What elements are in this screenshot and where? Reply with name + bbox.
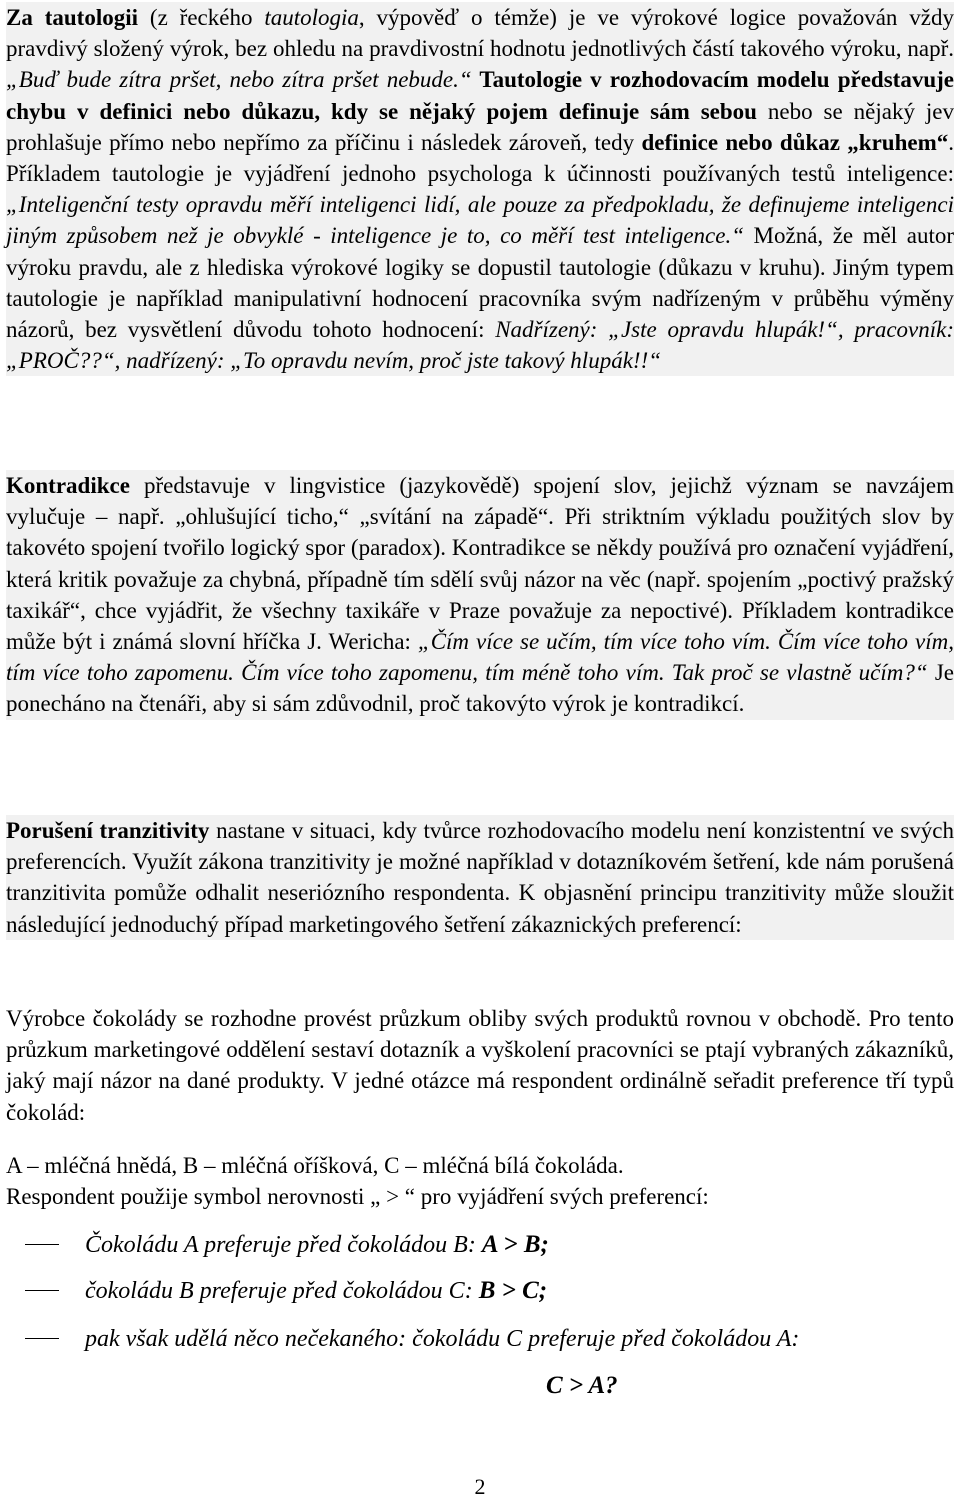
term-contradiction: Kontradikce — [6, 473, 130, 498]
symbol-line: Respondent použije symbol nerovnosti „ > “ pro vyjádření svých preferencí: — [6, 1184, 709, 1209]
bullet-text: Čokoládu A preferuje před čokoládou B: — [85, 1232, 482, 1258]
paragraph-chocolate-survey — [6, 1003, 954, 1128]
dash-bullet — [25, 1338, 59, 1339]
dash-bullet — [25, 1244, 59, 1245]
text: (z řeckého — [138, 5, 265, 30]
chocolate-types-line: A – mléčná hnědá, B – mléčná oříšková, C – mléčná bílá čokoláda. — [6, 1153, 624, 1178]
dash-bullet — [25, 1290, 59, 1291]
text: nebo se nějaký jev prohlašuje přímo nebo nepřímo za příčinu i následek zároveň, tedy — [6, 98, 954, 155]
paragraph-tautology — [6, 2, 954, 376]
term-tautology: Za tautologii — [6, 5, 139, 30]
page-number: 2 — [474, 1474, 486, 1499]
bullet-relation: A > B; — [481, 1231, 549, 1258]
text: představuje v lingvistice (jazykovědě) spojení slov, jejichž význam se navzájem vylučuje – např. „ohlušující ticho,“ „svítání na západě“. Při striktním výkladu použitých slov by takovéto spojení tvořilo logický spor (paradox). Kontradikce se někdy používá pro označení vyjádření, která kritik považuje za chybná, případně tím sdělí svůj názor na věc (např. spojením „poctivý pražský taxikář“, chce vyjádřit, že všechny taxikáře v Praze považuje za nepoctivé). Příkladem kontradikce může být i známá slovní hříčka J. Wericha: — [6, 473, 954, 655]
text: , výpověď o témže) je ve výrokové logice považován vždy pravdivý složený výrok, bez ohledu na pravdivostní hodnotu jednotlivých částí takového výroku, např. — [6, 5, 954, 62]
text-bold: definice nebo důkaz „kruhem“ — [641, 129, 949, 155]
werich-quote: „Čím více se učím, tím více toho vím. Čím více toho vím, tím více toho zapomenu. Čím více toho zapomenu, tím méně toho vím. Tak proč se vlastně učím?“ — [6, 629, 954, 686]
paragraph-contradiction — [6, 470, 954, 720]
paragraph-transitivity — [6, 815, 954, 940]
dialog-quote: Nadřízený: „Jste opravdu hlupák!“, pracovník: „PROČ??“, nadřízený: „To opravdu nevím, proč jste takový hlupák!!“ — [6, 317, 955, 374]
bullet-item — [0, 1225, 960, 1265]
text: . Příkladem tautologie je vyjádření jednoho psychologa k účinnosti používaných testů inteligence: — [6, 129, 954, 187]
psychologist-quote: „Inteligenční testy opravdu měří inteligenci lidí, ale pouze za předpokladu, že definujeme inteligenci jiným způsobem než je obvyklé - inteligence je to, co měří test inteligence.“ — [6, 192, 954, 249]
text-bold: Tautologie v rozhodovacím modelu představuje chybu v definici nebo důkazu, kdy se nějaký pojem definuje sám sebou — [6, 67, 954, 124]
bullet-text: čokoládu B preferuje před čokoládou C: — [85, 1278, 479, 1304]
final-relation: C > A? — [546, 1372, 618, 1399]
text: Možná, že měl autor výroku pravdu, ale z hlediska výrokové logiky se dopustil tautologie (důkazu v kruhu). Jiným typem tautologie je například manipulativní hodnocení pracovníka svým nadřízeným v průběhu výměny názorů, bez vysvětlení důvodu tohoto hodnocení: — [6, 223, 954, 343]
bullet-text: pak však udělá něco nečekaného: čokoládu C preferuje před čokoládou A: — [85, 1326, 800, 1352]
text: nastane v situaci, kdy tvůrce rozhodovacího modelu není konzistentní ve svých preferencích. Využít zákona tranzitivity je možné například v dotazníkovém šetření, kde nám porušená tranzitivita pomůže odhalit neseriózního respondenta. K objasnění principu tranzitivity může sloužit následující jednoduchý případ marketingového šetření zákaznických preferencí: — [6, 818, 955, 937]
bullet-item — [0, 1271, 960, 1311]
bullet-relation: B > C; — [478, 1277, 548, 1304]
text: Výrobce čokolády se rozhodne provést průzkum obliby svých produktů rovnou v obchodě. Pro tento průzkum marketingové oddělení sestaví dotazník a vyškolení pracovníci se ptají vybraných zákazníků, jaký mají názor na dané produkty. V jedné otázce má respondent ordinálně seřadit preference tří typů čokolád: — [6, 1006, 954, 1125]
term-transitivity: Porušení tranzitivity — [6, 818, 210, 843]
bullet-item — [0, 1319, 960, 1359]
text: Je ponecháno na čtenáři, aby si sám zdůvodnil, proč takovýto výrok je kontradikcí. — [6, 660, 954, 717]
example-quote: „Buď bude zítra pršet, nebo zítra pršet nebude.“ — [6, 67, 472, 93]
text-italic: tautologia — [264, 5, 359, 30]
